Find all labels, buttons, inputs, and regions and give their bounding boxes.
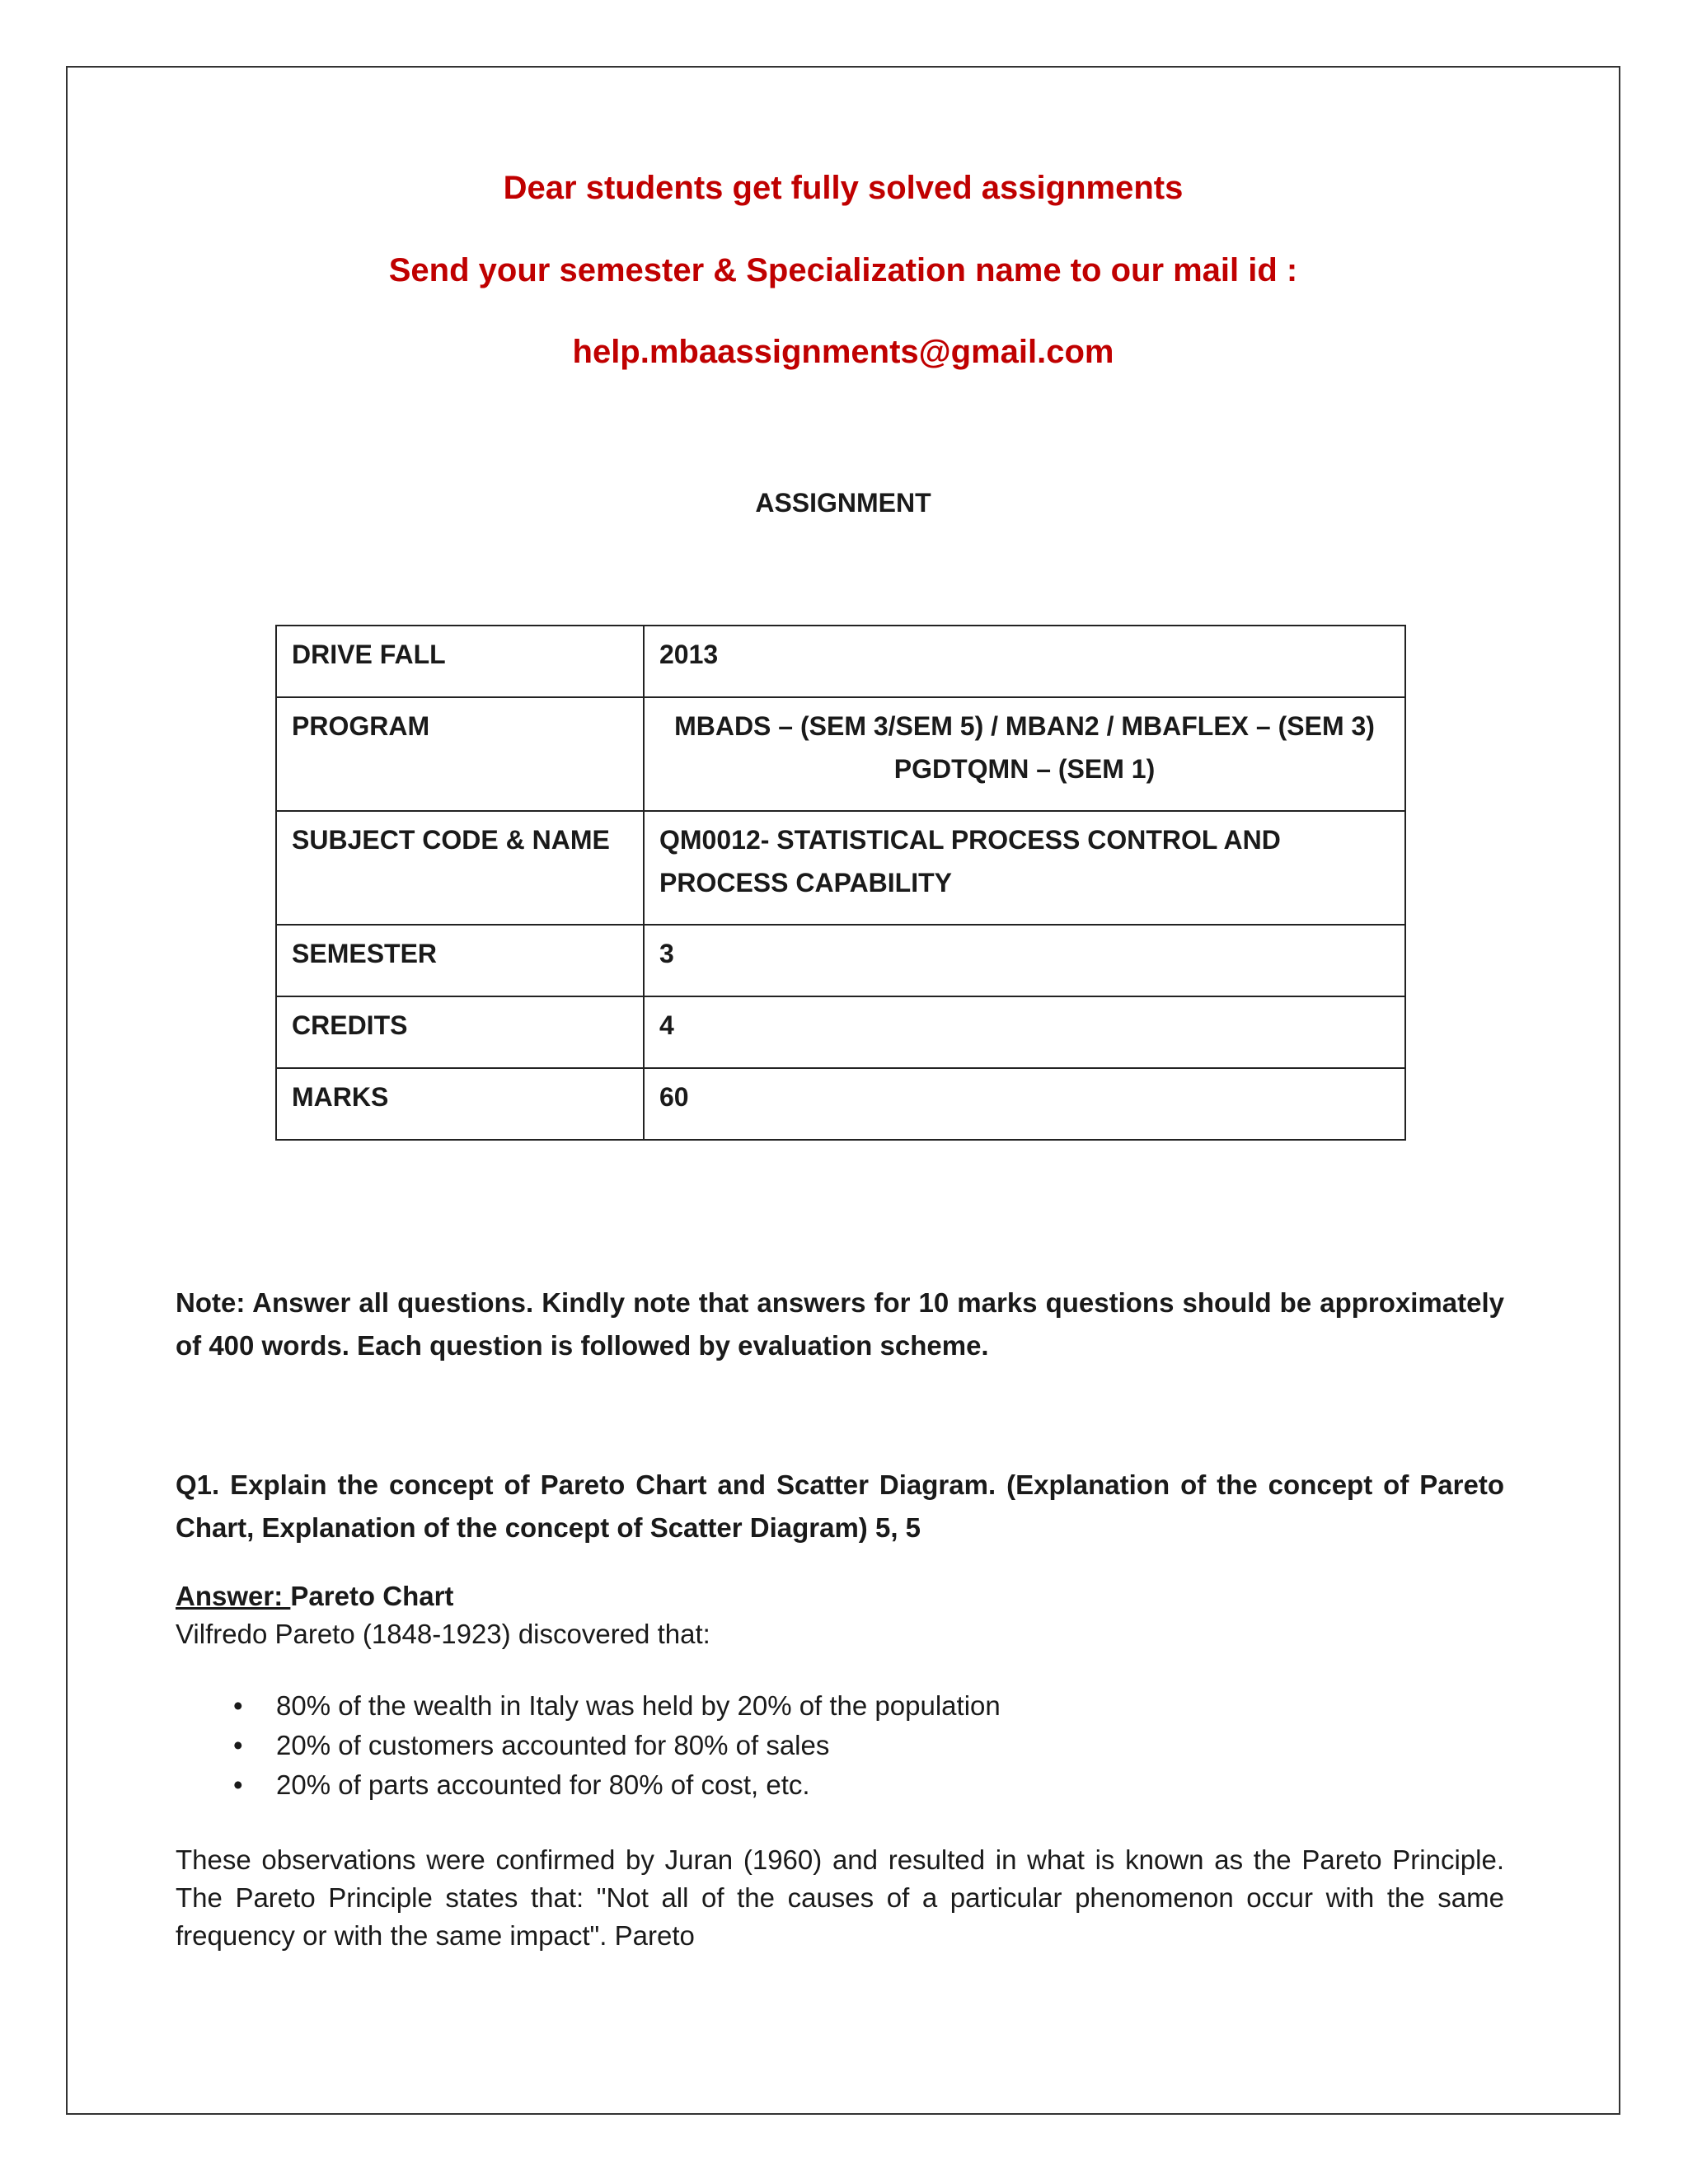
answer-label: Answer: (176, 1581, 291, 1611)
promo-line-2: Send your semester & Specialization name to our mail id : (388, 252, 1298, 288)
row-key: DRIVE FALL (276, 626, 644, 697)
assignment-info-table (275, 625, 1406, 1141)
program-line-2: PGDTQMN – (SEM 1) (893, 754, 1156, 784)
list-item (176, 1726, 1504, 1765)
table-row (276, 1068, 1405, 1140)
promo-line-1: Dear students get fully solved assignments (503, 170, 1184, 206)
pareto-chart-heading: Pareto Chart (290, 1581, 454, 1611)
table-row (276, 697, 1405, 811)
row-key: SUBJECT CODE & NAME (276, 811, 644, 925)
question-1: Q1. Explain the concept of Pareto Chart and Scatter Diagram. (Explanation of the concept of Pareto Chart, Explanation of the concept of Scatter Diagram) 5, 5 (176, 1469, 1504, 1543)
pareto-bullet-list (176, 1686, 1504, 1805)
promo-email[interactable]: help.mbaassignments@gmail.com (572, 334, 1114, 370)
row-key: MARKS (276, 1068, 644, 1140)
row-value: 4 (644, 996, 1405, 1068)
bullet-icon: • (233, 1769, 243, 1800)
bullet-icon: • (233, 1690, 243, 1721)
table-row (276, 626, 1405, 697)
pareto-principle-paragraph: These observations were confirmed by Juran (1960) and resulted in what is known as the Pareto Principle. The Pareto Principle states that: "Not all of the causes of a particular phenomenon occur with the same frequency or with the same impact". Pareto (176, 1844, 1504, 1951)
bullet-text: 20% of parts accounted for 80% of cost, etc. (276, 1769, 810, 1800)
bullet-text: 20% of customers accounted for 80% of sales (276, 1730, 830, 1760)
row-value: 2013 (644, 626, 1405, 697)
assignment-title: ASSIGNMENT (755, 488, 931, 518)
list-item (176, 1765, 1504, 1805)
row-value: QM0012- STATISTICAL PROCESS CONTROL AND PROCESS CAPABILITY (644, 811, 1405, 925)
table-row (276, 925, 1405, 996)
row-value (644, 697, 1405, 811)
program-line-1: MBADS – (SEM 3/SEM 5) / MBAN2 / MBAFLEX – (SEM 3) (674, 711, 1375, 741)
note-paragraph: Note: Answer all questions. Kindly note that answers for 10 marks questions should be approximately of 400 words. Each question is followed by evaluation scheme. (176, 1287, 1504, 1361)
bullet-icon: • (233, 1730, 243, 1760)
row-value: 60 (644, 1068, 1405, 1140)
row-value: 3 (644, 925, 1405, 996)
row-key: CREDITS (276, 996, 644, 1068)
table-row (276, 811, 1405, 925)
list-item (176, 1686, 1504, 1726)
row-key: SEMESTER (276, 925, 644, 996)
bullet-text: 80% of the wealth in Italy was held by 20% of the population (276, 1690, 1001, 1721)
answer-intro: Vilfredo Pareto (1848-1923) discovered that: (176, 1619, 710, 1649)
row-key: PROGRAM (276, 697, 644, 811)
table-row (276, 996, 1405, 1068)
answer-heading (176, 1577, 1504, 1615)
